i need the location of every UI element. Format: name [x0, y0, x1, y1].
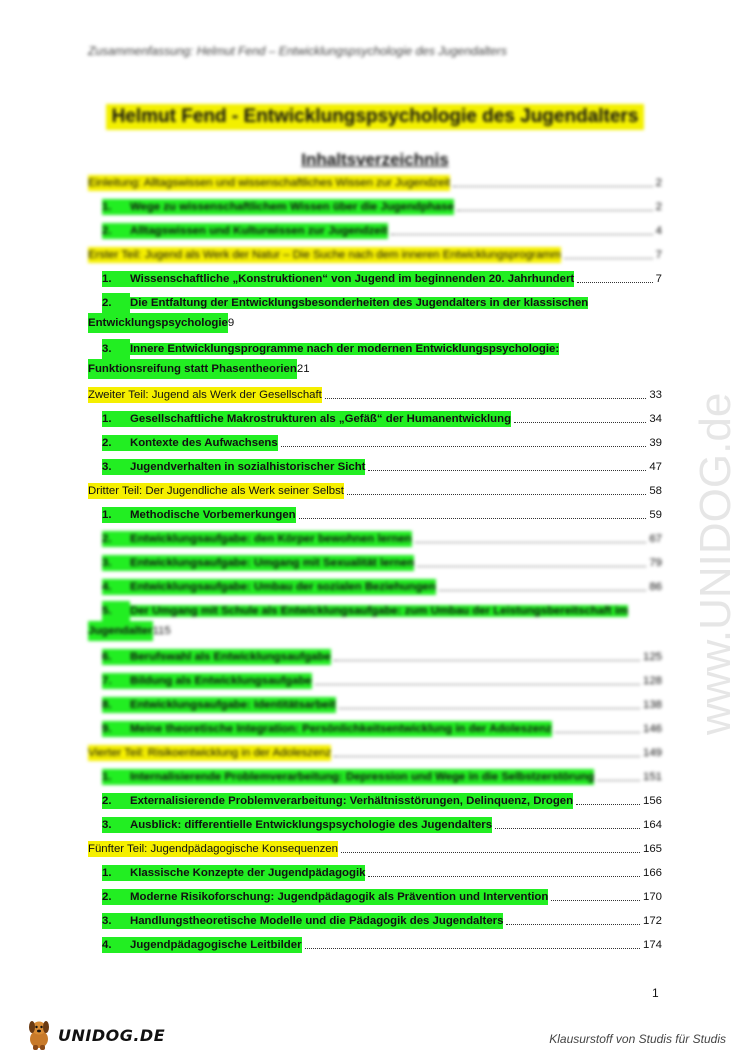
leader-dots [577, 282, 652, 283]
toc-entry-label [102, 769, 594, 785]
toc-entry-text: Alltagswissen und Kulturwissen zur Jugendzeit [130, 225, 388, 237]
toc-page-number: 149 [642, 747, 662, 759]
leader-dots [299, 518, 647, 519]
toc-entry-number: 1. [102, 413, 112, 425]
toc-entry-label [102, 435, 278, 451]
toc-entry-label [102, 889, 548, 905]
toc-entry[interactable] [88, 601, 662, 641]
toc-entry-label [102, 223, 388, 239]
toc-page-number: 115 [152, 625, 171, 637]
toc-page-number: 9 [227, 317, 235, 329]
toc-entry[interactable] [88, 199, 662, 215]
toc-entry-number: 2. [102, 293, 130, 313]
toc-page-number: 4 [655, 225, 662, 237]
toc-entry-label [102, 817, 492, 833]
toc-entry[interactable] [88, 937, 662, 953]
toc-page-number: 2 [655, 201, 662, 213]
toc-entry-label [102, 507, 296, 523]
toc-page-number: 86 [649, 581, 662, 593]
toc-page-number: 165 [642, 843, 662, 855]
toc-entry-text: Entwicklungsaufgabe: Identitätsarbeit [130, 699, 336, 711]
toc-part-entry[interactable] [88, 483, 662, 499]
toc-entry-line [102, 601, 662, 621]
leader-dots [506, 924, 640, 925]
toc-part-entry[interactable] [88, 175, 662, 191]
toc-page-number: 138 [642, 699, 662, 711]
leader-dots [576, 804, 640, 805]
toc-entry[interactable] [88, 913, 662, 929]
leader-dots [347, 494, 646, 495]
toc-page-number: 146 [642, 723, 662, 735]
unidog-logo[interactable] [24, 1018, 165, 1052]
toc-entry-line [88, 359, 662, 379]
leader-dots [453, 186, 653, 187]
toc-entry-label [102, 721, 552, 737]
toc-entry-text: Wege zu wissenschaftlichem Wissen über die Jugendphase [130, 201, 454, 213]
toc-page-number: 58 [649, 485, 662, 497]
toc-entry-text: Meine theoretische Integration: Persönlichkeitsentwicklung in der Adoleszenz [130, 723, 552, 735]
toc-entry-number: 1. [102, 201, 112, 213]
table-of-contents [88, 175, 662, 953]
toc-entry-label [102, 913, 503, 929]
toc-entry-text: Internalisierende Problemverarbeitung: Depression und Wege in die Selbstzerstörung [130, 771, 595, 783]
toc-entry-number: 2. [102, 437, 112, 449]
toc-entry-number: 6. [102, 651, 112, 663]
toc-part-entry[interactable] [88, 745, 662, 761]
toc-entry-text: Kontexte des Aufwachsens [130, 437, 278, 449]
toc-entry-number: 2. [102, 533, 112, 545]
toc-page-number: 7 [655, 249, 662, 261]
toc-entry-text: Moderne Risikoforschung: Jugendpädagogik als Prävention und Intervention [130, 891, 549, 903]
logo-text: UNIDOG.DE [58, 1025, 166, 1045]
toc-entry-label: Zweiter Teil: Jugend als Werk der Gesellschaft [88, 389, 322, 401]
toc-entry-number: 8. [102, 699, 112, 711]
toc-entry-text: Berufswahl als Entwicklungsaufgabe [130, 651, 331, 663]
title-wrap [0, 104, 750, 130]
toc-entry[interactable] [88, 793, 662, 809]
toc-part-entry[interactable] [88, 841, 662, 857]
toc-entry-label: Innere Entwicklungsprogramme nach der modernen Entwicklungspsychologie: [130, 343, 560, 355]
leader-dots [368, 876, 640, 877]
toc-entry-label: Jugendalter [88, 621, 153, 641]
toc-entry-text: Ausblick: differentielle Entwicklungspsychologie des Jugendalters [130, 819, 493, 831]
toc-page-number: 21 [296, 363, 310, 375]
toc-entry-label: Einleitung: Alltagswissen und wissenschaftliches Wissen zur Jugendzeit [88, 177, 451, 189]
toc-entry-label: Fünfter Teil: Jugendpädagogische Konsequenzen [88, 843, 338, 855]
dog-icon [24, 1019, 54, 1051]
toc-entry[interactable] [88, 339, 662, 379]
toc-entry-label [102, 271, 574, 287]
toc-entry-text: Gesellschaftliche Makrostrukturen als „Gefäß“ der Humanentwicklung [130, 413, 512, 425]
toc-page-number: 7 [655, 273, 662, 285]
toc-entry[interactable] [88, 865, 662, 881]
document-title: Helmut Fend - Entwicklungspsychologie des Jugendalters [106, 104, 645, 130]
toc-entry[interactable] [88, 673, 662, 689]
toc-entry-number: 3. [102, 339, 130, 359]
toc-entry[interactable] [88, 817, 662, 833]
toc-entry-label: Der Umgang mit Schule als Entwicklungsaufgabe: zum Umbau der Leistungsbereitschaft im [130, 605, 629, 617]
toc-entry[interactable] [88, 769, 662, 785]
toc-entry-label [102, 579, 436, 595]
toc-entry-number: 1. [102, 771, 112, 783]
toc-page-number: 166 [642, 867, 662, 879]
toc-entry-number: 3. [102, 819, 112, 831]
toc-entry-number: 3. [102, 915, 112, 927]
toc-entry-text: Handlungstheoretische Modelle und die Pädagogik des Jugendalters [130, 915, 504, 927]
leader-dots [391, 234, 653, 235]
toc-entry-text: Jugendpädagogische Leitbilder [130, 939, 302, 951]
toc-entry-text: Klassische Konzepte der Jugendpädagogik [130, 867, 366, 879]
leader-dots [417, 566, 646, 567]
toc-entry[interactable] [88, 271, 662, 287]
toc-entry-number: 5. [102, 601, 130, 621]
toc-entry-text: Bildung als Entwicklungsaufgabe [130, 675, 312, 687]
toc-page-number: 125 [642, 651, 662, 663]
toc-entry[interactable] [88, 223, 662, 239]
toc-page-number: 34 [649, 413, 662, 425]
toc-entry[interactable] [88, 579, 662, 595]
watermark-text: www.UNIDOG.de [691, 392, 740, 735]
toc-page-number: 67 [649, 533, 662, 545]
toc-entry-text: Entwicklungsaufgabe: Umbau der sozialen Beziehungen [130, 581, 436, 593]
leader-dots [315, 684, 640, 685]
leader-dots [597, 780, 640, 781]
toc-entry-number: 2. [102, 225, 112, 237]
toc-entry-label: Dritter Teil: Der Jugendliche als Werk seiner Selbst [88, 485, 344, 497]
toc-entry-label: Entwicklungspsychologie [88, 313, 228, 333]
toc-entry-label: Erster Teil: Jugend als Werk der Natur – Die Suche nach dem inneren Entwicklungsprogramm [88, 249, 562, 261]
toc-entry-label [102, 865, 365, 881]
leader-dots [495, 828, 640, 829]
toc-entry[interactable] [88, 459, 662, 475]
leader-dots [555, 732, 640, 733]
toc-entry[interactable] [88, 507, 662, 523]
toc-page-number: 164 [642, 819, 662, 831]
toc-page-number: 128 [642, 675, 662, 687]
toc-entry[interactable] [88, 721, 662, 737]
toc-entry[interactable] [88, 531, 662, 547]
toc-page-number: 59 [649, 509, 662, 521]
toc-entry-text: Entwicklungsaufgabe: Umgang mit Sexualität lernen [130, 557, 415, 569]
toc-entry-number: 4. [102, 939, 112, 951]
toc-entry-label [102, 531, 412, 547]
toc-entry-number: 2. [102, 891, 112, 903]
leader-dots [368, 470, 646, 471]
toc-page-number: 172 [642, 915, 662, 927]
toc-entry-label: Vierter Teil: Risikoentwicklung in der Adoleszenz [88, 747, 332, 759]
toc-page-number: 47 [649, 461, 662, 473]
toc-page-number: 79 [649, 557, 662, 569]
leader-dots [457, 210, 653, 211]
toc-entry[interactable] [88, 889, 662, 905]
toc-entry-label [102, 459, 365, 475]
toc-entry[interactable] [88, 435, 662, 451]
watermark [668, 270, 750, 740]
leader-dots [564, 258, 653, 259]
leader-dots [281, 446, 647, 447]
toc-entry-number: 9. [102, 723, 112, 735]
leader-dots [305, 948, 640, 949]
toc-entry-label [102, 555, 414, 571]
toc-entry-text: Methodische Vorbemerkungen [130, 509, 296, 521]
toc-entry-label: Die Entfaltung der Entwicklungsbesonderheiten des Jugendalters in der klassischen [130, 297, 589, 309]
toc-entry-label: Funktionsreifung statt Phasentheorien [88, 359, 297, 379]
toc-entry-label [102, 649, 331, 665]
toc-entry-text: Wissenschaftliche „Konstruktionen“ von Jugend im beginnenden 20. Jahrhundert [130, 273, 575, 285]
leader-dots [514, 422, 646, 423]
toc-entry-label [102, 199, 454, 215]
toc-part-entry[interactable] [88, 247, 662, 263]
toc-entry-label [102, 411, 511, 427]
toc-entry-label [102, 697, 336, 713]
toc-page-number: 39 [649, 437, 662, 449]
toc-entry[interactable] [88, 697, 662, 713]
toc-entry[interactable] [88, 555, 662, 571]
toc-entry-line [88, 621, 662, 641]
leader-dots [341, 852, 640, 853]
toc-page-number: 156 [642, 795, 662, 807]
toc-entry[interactable] [88, 293, 662, 333]
toc-entry-number: 1. [102, 273, 112, 285]
page-header: Zusammenfassung: Helmut Fend – Entwicklungspsychologie des Jugendalters [88, 44, 507, 58]
toc-page-number: 151 [642, 771, 662, 783]
toc-entry-line [88, 313, 662, 333]
toc-entry-number: 2. [102, 795, 112, 807]
toc-entry-text: Externalisierende Problemverarbeitung: Verhältnisstörungen, Delinquenz, Drogen [130, 795, 574, 807]
toc-page-number: 33 [649, 389, 662, 401]
toc-entry-label [102, 673, 312, 689]
toc-heading: Inhaltsverzeichnis [301, 150, 449, 169]
leader-dots [334, 660, 640, 661]
toc-entry-text: Jugendverhalten in sozialhistorischer Sicht [130, 461, 366, 473]
leader-dots [339, 708, 640, 709]
toc-entry-number: 1. [102, 509, 112, 521]
page-number: 1 [652, 986, 659, 1000]
toc-entry-number: 7. [102, 675, 112, 687]
leader-dots [439, 590, 647, 591]
toc-entry-label [102, 793, 573, 809]
toc-entry-text: Entwicklungsaufgabe: den Körper bewohnen lernen [130, 533, 412, 545]
toc-entry-line [102, 293, 662, 313]
toc-entry[interactable] [88, 411, 662, 427]
toc-entry-number: 3. [102, 557, 112, 569]
toc-entry-number: 1. [102, 867, 112, 879]
leader-dots [415, 542, 647, 543]
toc-entry-number: 4. [102, 581, 112, 593]
toc-entry-number: 3. [102, 461, 112, 473]
leader-dots [551, 900, 640, 901]
leader-dots [325, 398, 647, 399]
footer-tagline: Klausurstoff von Studis für Studis [549, 1032, 726, 1046]
toc-page-number: 170 [642, 891, 662, 903]
toc-entry-line [102, 339, 662, 359]
toc-entry-label [102, 937, 302, 953]
leader-dots [334, 756, 640, 757]
toc-entry[interactable] [88, 649, 662, 665]
toc-page-number: 2 [655, 177, 662, 189]
toc-part-entry[interactable] [88, 387, 662, 403]
toc-page-number: 174 [642, 939, 662, 951]
